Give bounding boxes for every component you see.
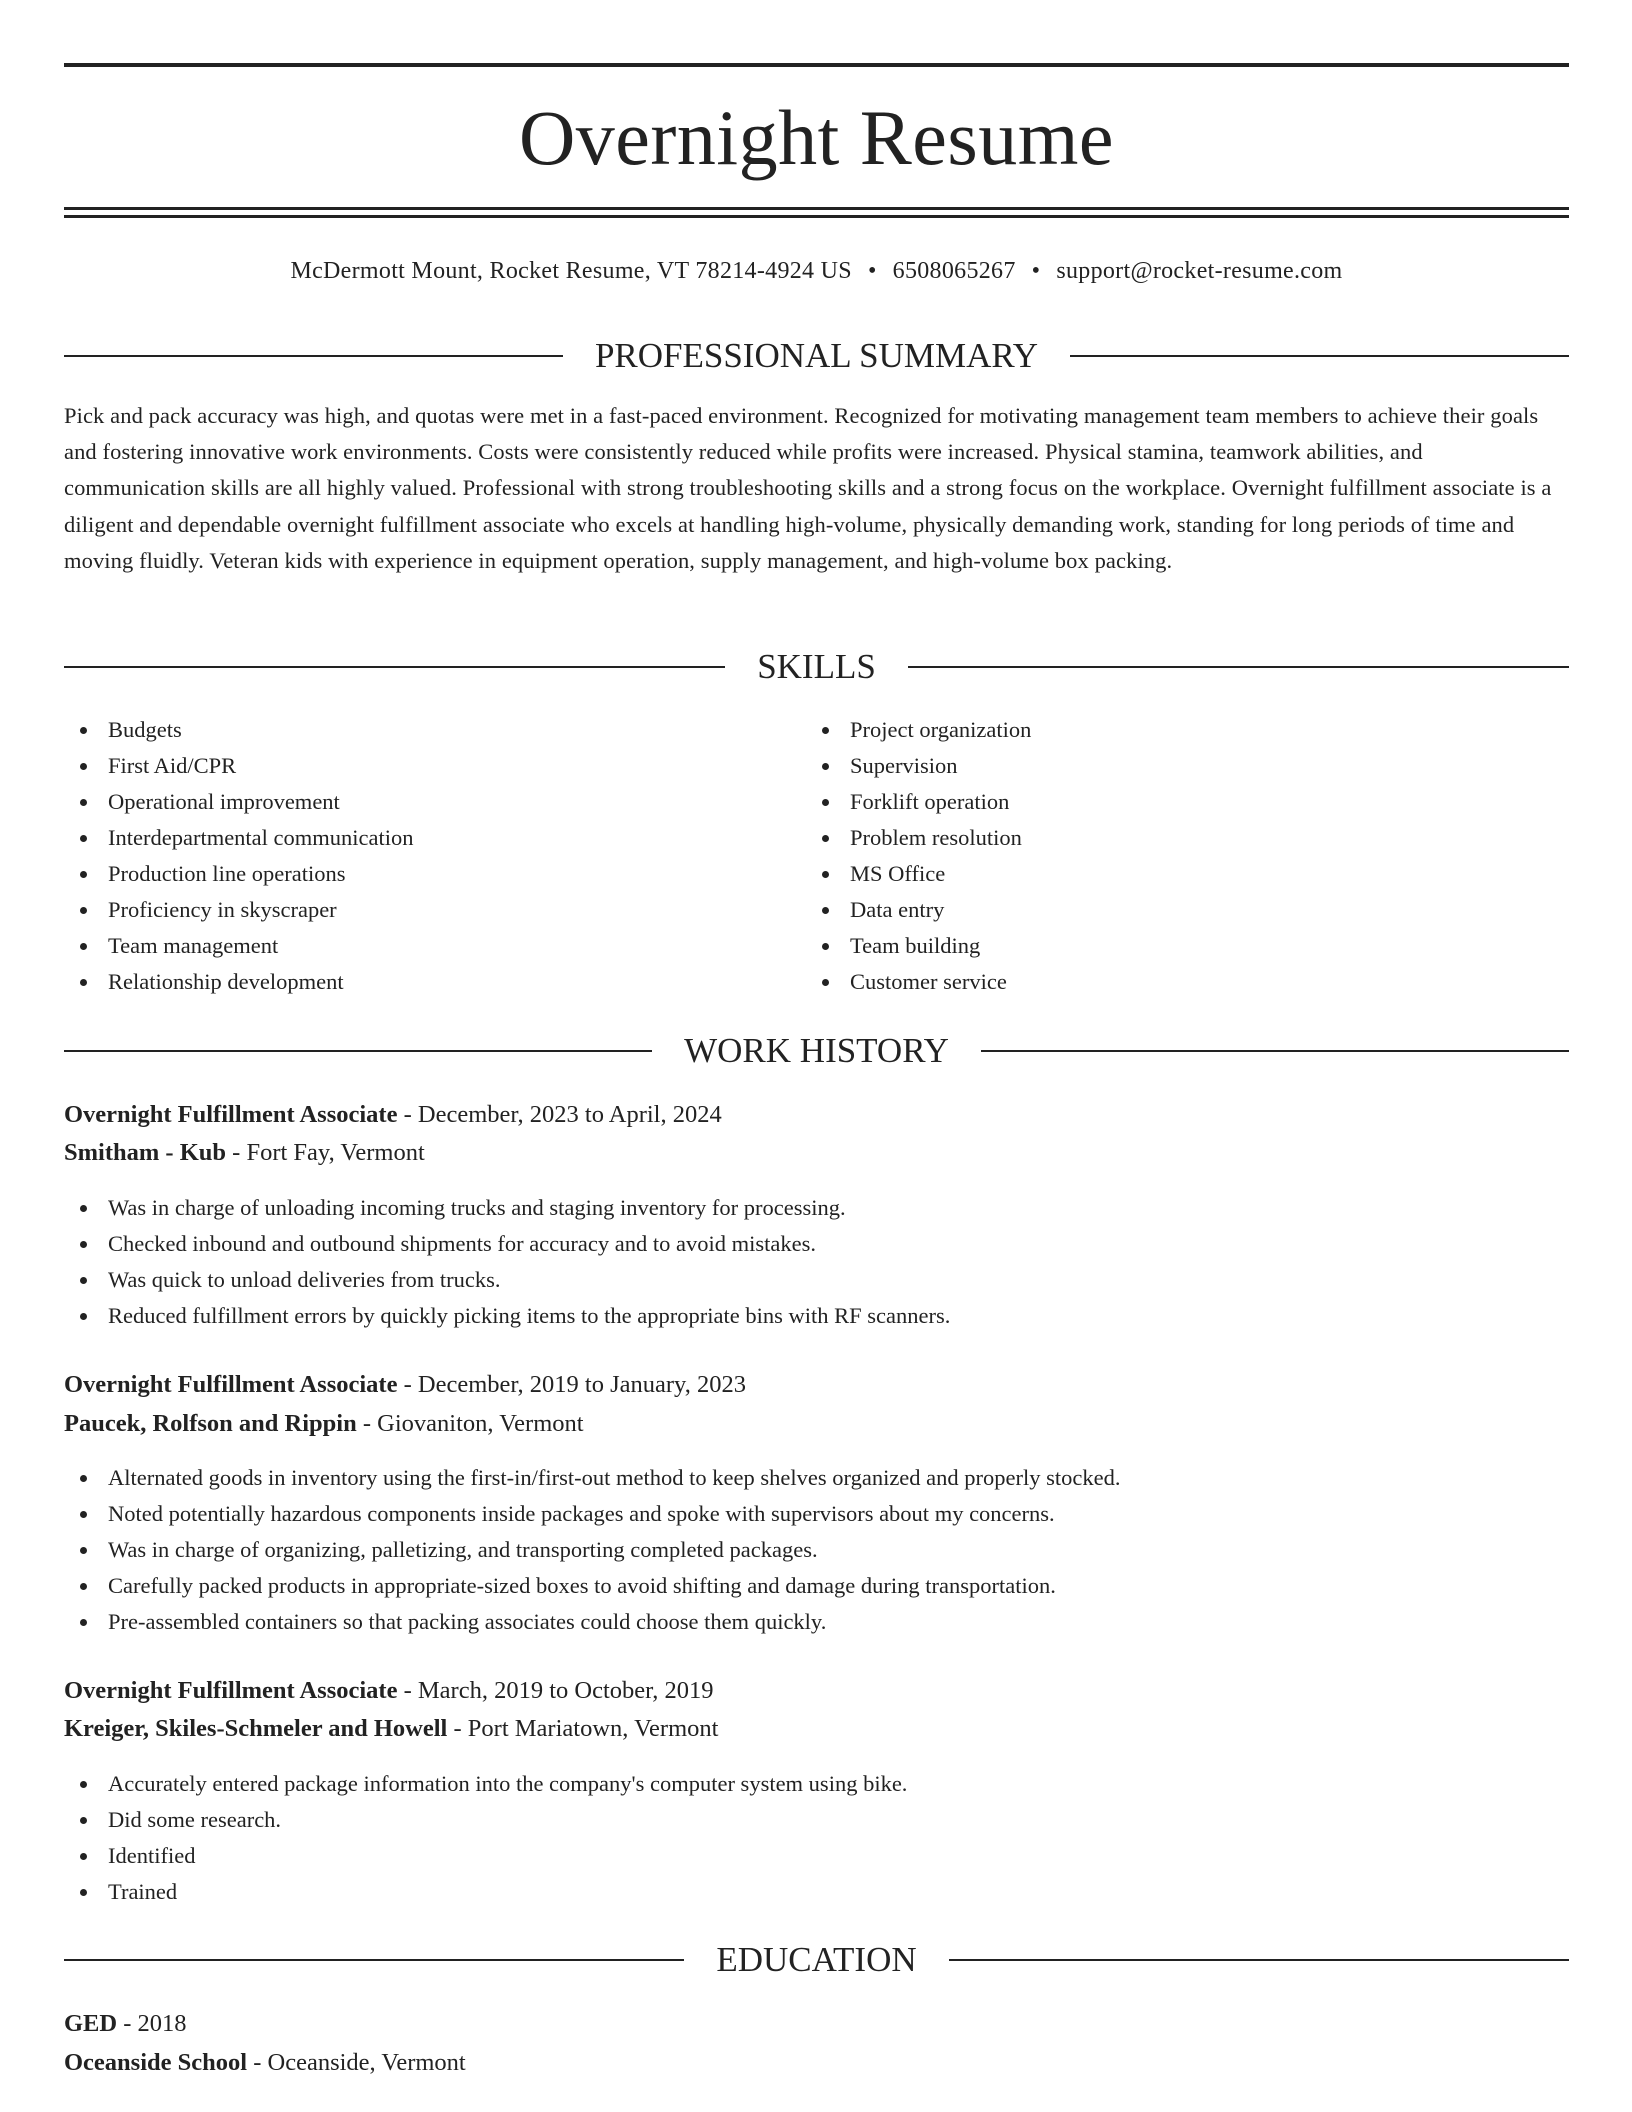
skill-item: Budgets (64, 712, 804, 748)
skill-item: Operational improvement (64, 784, 804, 820)
education-degree: GED (64, 2010, 118, 2037)
job-title-line (64, 1367, 1569, 1403)
job-bullet: Was in charge of unloading incoming trucks and staging inventory for processing. (64, 1190, 1569, 1226)
job-location: Giovaniton, Vermont (377, 1410, 584, 1437)
job-bullets (64, 1190, 1569, 1334)
heading-rule-left (64, 666, 725, 668)
job-bullet: Carefully packed products in appropriate-sized boxes to avoid shifting and damage during transportation. (64, 1568, 1569, 1604)
skills-heading (64, 644, 1569, 690)
job-bullet: Trained (64, 1874, 1569, 1910)
skill-item: Production line operations (64, 856, 804, 892)
job-bullet: Was quick to unload deliveries from trucks. (64, 1262, 1569, 1298)
job-company: Smitham - Kub (64, 1139, 227, 1166)
top-rule (64, 63, 1569, 67)
summary-text: Pick and pack accuracy was high, and quotas were met in a fast-paced environment. Recognized for motivating management team members to achieve their goals and fostering innovative work environments. Costs were consistently reduced while profits were increased. Physical stamina, teamwork abilities, and communication skills are all highly valued. Professional with strong troubleshooting skills and a strong focus on the workplace. Overnight fulfillment associate is a diligent and dependable overnight fulfillment associate who excels at handling high-volume, physically demanding work, standing for long periods of time and moving fluidly. Veteran kids with experience in equipment operation, supply management, and high-volume box packing. (64, 403, 1552, 573)
education-title: EDUCATION (716, 1940, 917, 1979)
job-bullets (64, 1460, 1569, 1640)
skill-item: MS Office (806, 856, 1546, 892)
name-rule-lower (64, 215, 1569, 218)
job-bullet: Reduced fulfillment errors by quickly picking items to the appropriate bins with RF scanners. (64, 1298, 1569, 1334)
job-bullet: Identified (64, 1838, 1569, 1874)
skills-column-left (64, 712, 804, 1000)
contact-phone: 6508065267 (892, 258, 1016, 284)
job-bullet: Pre-assembled containers so that packing associates could choose them quickly. (64, 1604, 1569, 1640)
skills-column-right (806, 712, 1546, 1000)
education-heading (64, 1937, 1569, 1983)
resume-name: Overnight Resume (518, 94, 1115, 181)
heading-rule-left (64, 1959, 684, 1961)
dash: - (253, 2049, 262, 2076)
job-bullet: Accurately entered package information into the company's computer system using bike. (64, 1766, 1569, 1802)
dash: - (123, 2010, 132, 2037)
skill-item: Interdepartmental communication (64, 820, 804, 856)
education-school-line (64, 2045, 1569, 2081)
education-year: 2018 (137, 2010, 187, 2037)
job-bullet: Was in charge of organizing, palletizing, and transporting completed packages. (64, 1532, 1569, 1568)
summary-heading (64, 333, 1569, 379)
skill-item: Team management (64, 928, 804, 964)
job-location: Fort Fay, Vermont (246, 1139, 425, 1166)
contact-separator: • (1031, 258, 1041, 284)
contact-address: McDermott Mount, Rocket Resume, VT 78214-4924 US (290, 258, 852, 284)
skill-item: First Aid/CPR (64, 748, 804, 784)
heading-rule-right (908, 666, 1569, 668)
job-company-line (64, 1135, 1569, 1171)
job-location: Port Mariatown, Vermont (467, 1715, 719, 1742)
job-company-line (64, 1406, 1569, 1442)
job-dates: March, 2019 to October, 2019 (417, 1677, 714, 1704)
dash: - (232, 1139, 241, 1166)
job-title: Overnight Fulfillment Associate (64, 1101, 398, 1128)
dash: - (403, 1371, 412, 1398)
job-bullet: Alternated goods in inventory using the first-in/first-out method to keep shelves organized and properly stocked. (64, 1460, 1569, 1496)
job-title-line (64, 1097, 1569, 1133)
job-company-line (64, 1711, 1569, 1747)
job-bullet: Noted potentially hazardous components inside packages and spoke with supervisors about my concerns. (64, 1496, 1569, 1532)
heading-rule-left (64, 1050, 652, 1052)
skill-item: Team building (806, 928, 1546, 964)
skill-item: Data entry (806, 892, 1546, 928)
job-dates: December, 2023 to April, 2024 (417, 1101, 722, 1128)
summary-title: PROFESSIONAL SUMMARY (594, 336, 1039, 375)
job-company: Paucek, Rolfson and Rippin (64, 1410, 357, 1437)
job-title: Overnight Fulfillment Associate (64, 1371, 398, 1398)
job-bullet: Did some research. (64, 1802, 1569, 1838)
skill-item: Problem resolution (806, 820, 1546, 856)
job-dates: December, 2019 to January, 2023 (417, 1371, 746, 1398)
education-degree-line (64, 2006, 1569, 2042)
skill-item: Project organization (806, 712, 1546, 748)
skill-item: Forklift operation (806, 784, 1546, 820)
education-location: Oceanside, Vermont (267, 2049, 466, 2076)
heading-rule-right (949, 1959, 1569, 1961)
skill-item: Proficiency in skyscraper (64, 892, 804, 928)
work-title: WORK HISTORY (684, 1031, 949, 1070)
contact-separator: • (867, 258, 877, 284)
heading-rule-right (1070, 355, 1569, 357)
dash: - (362, 1410, 372, 1437)
job-title-line (64, 1673, 1569, 1709)
dash: - (403, 1677, 412, 1704)
dash: - (453, 1715, 462, 1742)
skill-item: Supervision (806, 748, 1546, 784)
job-bullet: Checked inbound and outbound shipments for accuracy and to avoid mistakes. (64, 1226, 1569, 1262)
heading-rule-right (981, 1050, 1569, 1052)
job-bullets (64, 1766, 1569, 1910)
name-rule-upper (64, 207, 1569, 210)
work-heading (64, 1028, 1569, 1074)
contact-line (64, 254, 1569, 288)
heading-rule-left (64, 355, 563, 357)
contact-email: support@rocket-resume.com (1056, 258, 1343, 284)
skill-item: Relationship development (64, 964, 804, 1000)
job-title: Overnight Fulfillment Associate (64, 1677, 398, 1704)
skills-title: SKILLS (757, 647, 876, 686)
job-company: Kreiger, Skiles-Schmeler and Howell (64, 1715, 448, 1742)
skill-item: Customer service (806, 964, 1546, 1000)
dash: - (403, 1101, 412, 1128)
education-school: Oceanside School (64, 2049, 248, 2076)
